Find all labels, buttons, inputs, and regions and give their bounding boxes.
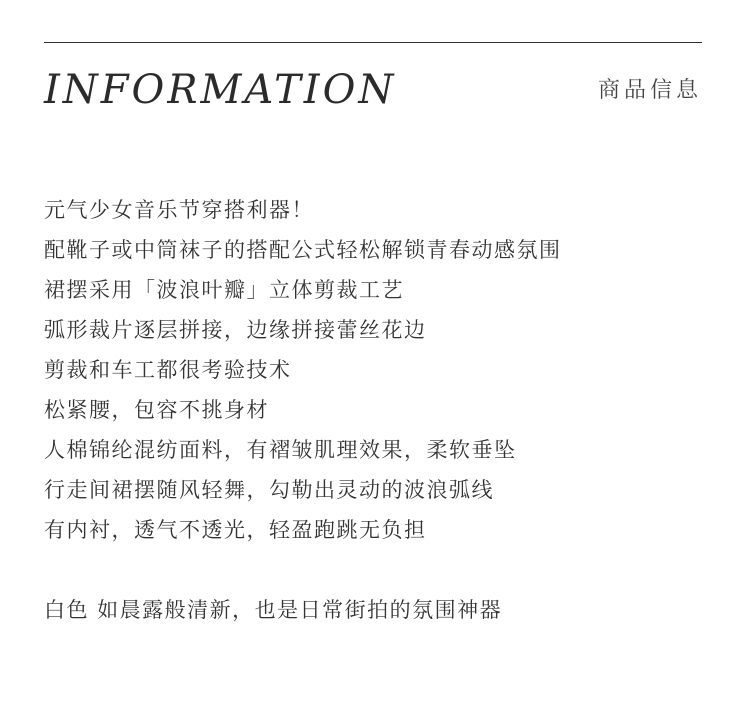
blank-line bbox=[44, 550, 562, 590]
description-line: 人棉锦纶混纺面料，有褶皱肌理效果，柔软垂坠 bbox=[44, 438, 517, 462]
product-description bbox=[44, 190, 562, 630]
description-line: 剪裁和车工都很考验技术 bbox=[44, 358, 292, 382]
top-divider bbox=[44, 42, 702, 43]
description-line: 元气少女音乐节穿搭利器！ bbox=[44, 198, 314, 222]
description-line: 弧形裁片逐层拼接，边缘拼接蕾丝花边 bbox=[44, 318, 427, 342]
color-note: 白色 如晨露般清新，也是日常街拍的氛围神器 bbox=[44, 598, 503, 622]
description-line: 裙摆采用「波浪叶瓣」立体剪裁工艺 bbox=[44, 278, 404, 302]
description-line: 有内衬，透气不透光，轻盈跑跳无负担 bbox=[44, 518, 427, 542]
section-title: INFORMATION bbox=[44, 67, 397, 113]
description-line: 行走间裙摆随风轻舞，勾勒出灵动的波浪弧线 bbox=[44, 478, 494, 502]
section-subtitle: 商品信息 bbox=[597, 78, 702, 103]
description-line: 配靴子或中筒袜子的搭配公式轻松解锁青春动感氛围 bbox=[44, 238, 562, 262]
description-line: 松紧腰，包容不挑身材 bbox=[44, 398, 269, 422]
